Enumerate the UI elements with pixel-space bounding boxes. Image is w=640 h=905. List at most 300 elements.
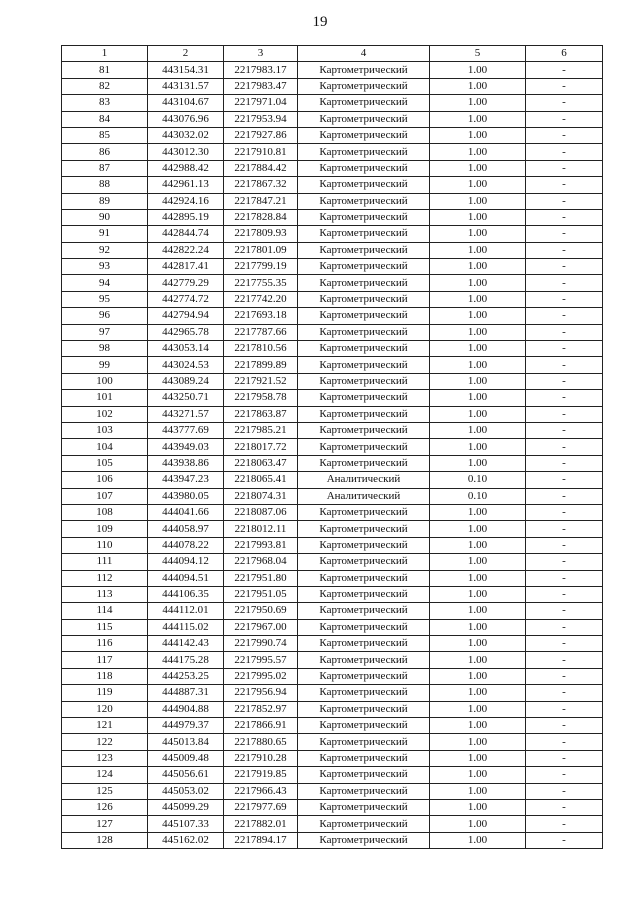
- table-cell: -: [526, 537, 603, 553]
- table-cell: Картометрический: [298, 324, 430, 340]
- table-row: [62, 308, 603, 324]
- table-cell: Картометрический: [298, 144, 430, 160]
- table-cell: 1.00: [430, 554, 526, 570]
- table-cell: 104: [62, 439, 148, 455]
- table-cell: 2217852.97: [224, 701, 298, 717]
- table-cell: 2217951.05: [224, 586, 298, 602]
- table-cell: Картометрический: [298, 636, 430, 652]
- table-cell: 444142.43: [148, 636, 224, 652]
- table-cell: 84: [62, 111, 148, 127]
- table-cell: 1.00: [430, 291, 526, 307]
- column-header: 6: [526, 46, 603, 62]
- table-cell: 1.00: [430, 193, 526, 209]
- table-cell: 444253.25: [148, 668, 224, 684]
- table-row: [62, 160, 603, 176]
- table-cell: -: [526, 636, 603, 652]
- table-cell: 443947.23: [148, 472, 224, 488]
- table-cell: 2217966.43: [224, 783, 298, 799]
- table-cell: -: [526, 832, 603, 848]
- table-cell: 2217880.65: [224, 734, 298, 750]
- table-cell: 114: [62, 603, 148, 619]
- table-cell: -: [526, 799, 603, 815]
- table-cell: -: [526, 373, 603, 389]
- table-cell: 111: [62, 554, 148, 570]
- table-cell: 2217847.21: [224, 193, 298, 209]
- table-cell: 95: [62, 291, 148, 307]
- table-cell: 2218074.31: [224, 488, 298, 504]
- table-cell: Картометрический: [298, 160, 430, 176]
- table-cell: 2217809.93: [224, 226, 298, 242]
- table-body: [62, 62, 603, 849]
- table-cell: Картометрический: [298, 341, 430, 357]
- table-cell: -: [526, 357, 603, 373]
- table-cell: 444058.97: [148, 521, 224, 537]
- column-header: 3: [224, 46, 298, 62]
- table-cell: 1.00: [430, 62, 526, 78]
- table-row: [62, 357, 603, 373]
- table-cell: 1.00: [430, 275, 526, 291]
- table-row: [62, 554, 603, 570]
- table-row: [62, 504, 603, 520]
- table-cell: -: [526, 521, 603, 537]
- table-row: [62, 521, 603, 537]
- table-cell: 108: [62, 504, 148, 520]
- table-cell: Картометрический: [298, 504, 430, 520]
- table-cell: 106: [62, 472, 148, 488]
- table-cell: Картометрический: [298, 390, 430, 406]
- table-cell: -: [526, 62, 603, 78]
- table-cell: 2217894.17: [224, 832, 298, 848]
- table-cell: Картометрический: [298, 554, 430, 570]
- table-cell: 442924.16: [148, 193, 224, 209]
- table-cell: 2217921.52: [224, 373, 298, 389]
- table-cell: 115: [62, 619, 148, 635]
- table-cell: Картометрический: [298, 275, 430, 291]
- table-cell: 110: [62, 537, 148, 553]
- table-cell: 1.00: [430, 226, 526, 242]
- table-cell: 1.00: [430, 750, 526, 766]
- table-cell: 101: [62, 390, 148, 406]
- table-cell: 118: [62, 668, 148, 684]
- table-cell: -: [526, 406, 603, 422]
- table-cell: 2217983.47: [224, 78, 298, 94]
- table-cell: 443053.14: [148, 341, 224, 357]
- table-cell: 1.00: [430, 242, 526, 258]
- table-cell: 444175.28: [148, 652, 224, 668]
- table-cell: 2217993.81: [224, 537, 298, 553]
- table-cell: Картометрический: [298, 619, 430, 635]
- table-cell: Картометрический: [298, 734, 430, 750]
- table-cell: Картометрический: [298, 308, 430, 324]
- table-cell: 1.00: [430, 422, 526, 438]
- table-row: [62, 767, 603, 783]
- table-cell: Картометрический: [298, 193, 430, 209]
- table-row: [62, 472, 603, 488]
- table-cell: 1.00: [430, 668, 526, 684]
- table-cell: 2217742.20: [224, 291, 298, 307]
- table-cell: 443032.02: [148, 127, 224, 143]
- table-cell: 1.00: [430, 718, 526, 734]
- table-row: [62, 275, 603, 291]
- table-cell: 443980.05: [148, 488, 224, 504]
- table-cell: -: [526, 668, 603, 684]
- table-cell: 443104.67: [148, 95, 224, 111]
- table-cell: 1.00: [430, 652, 526, 668]
- table-cell: 93: [62, 259, 148, 275]
- table-cell: 107: [62, 488, 148, 504]
- table-cell: -: [526, 390, 603, 406]
- table-row: [62, 111, 603, 127]
- table-cell: Картометрический: [298, 750, 430, 766]
- table-row: [62, 324, 603, 340]
- table-cell: 2217983.17: [224, 62, 298, 78]
- table-row: [62, 734, 603, 750]
- table-row: [62, 95, 603, 111]
- table-cell: 105: [62, 455, 148, 471]
- table-row: [62, 455, 603, 471]
- table-cell: 127: [62, 816, 148, 832]
- table-cell: Картометрический: [298, 209, 430, 225]
- table-cell: Аналитический: [298, 472, 430, 488]
- table-row: [62, 701, 603, 717]
- table-cell: 2217919.85: [224, 767, 298, 783]
- table-cell: 97: [62, 324, 148, 340]
- table-row: [62, 439, 603, 455]
- table-cell: 122: [62, 734, 148, 750]
- table-cell: 445056.61: [148, 767, 224, 783]
- table-cell: 2217882.01: [224, 816, 298, 832]
- table-cell: 443089.24: [148, 373, 224, 389]
- table-cell: Картометрический: [298, 357, 430, 373]
- table-cell: 444115.02: [148, 619, 224, 635]
- table-cell: 2217995.57: [224, 652, 298, 668]
- table-cell: Аналитический: [298, 488, 430, 504]
- table-cell: 2217995.02: [224, 668, 298, 684]
- table-cell: 1.00: [430, 816, 526, 832]
- table-cell: -: [526, 422, 603, 438]
- table-header-row: [62, 46, 603, 62]
- table-row: [62, 341, 603, 357]
- table-cell: -: [526, 750, 603, 766]
- table-row: [62, 619, 603, 635]
- table-cell: 94: [62, 275, 148, 291]
- table-cell: -: [526, 783, 603, 799]
- table-cell: 442965.78: [148, 324, 224, 340]
- table-cell: 90: [62, 209, 148, 225]
- table-cell: 444112.01: [148, 603, 224, 619]
- table-cell: 444094.51: [148, 570, 224, 586]
- table-cell: 2217884.42: [224, 160, 298, 176]
- table-cell: 2217755.35: [224, 275, 298, 291]
- table-cell: 1.00: [430, 455, 526, 471]
- table-cell: 91: [62, 226, 148, 242]
- table-cell: 2218087.06: [224, 504, 298, 520]
- table-cell: Картометрический: [298, 455, 430, 471]
- table-cell: -: [526, 488, 603, 504]
- table-row: [62, 783, 603, 799]
- table-cell: 119: [62, 685, 148, 701]
- table-cell: 1.00: [430, 160, 526, 176]
- table-cell: 2217968.04: [224, 554, 298, 570]
- table-cell: 444887.31: [148, 685, 224, 701]
- table-cell: 92: [62, 242, 148, 258]
- table-cell: 1.00: [430, 685, 526, 701]
- table-cell: Картометрический: [298, 177, 430, 193]
- table-cell: 2217910.28: [224, 750, 298, 766]
- table-cell: 112: [62, 570, 148, 586]
- table-row: [62, 226, 603, 242]
- table-cell: 1.00: [430, 439, 526, 455]
- table-cell: -: [526, 78, 603, 94]
- table-cell: 442779.29: [148, 275, 224, 291]
- table-cell: 103: [62, 422, 148, 438]
- column-header: 1: [62, 46, 148, 62]
- table-cell: 99: [62, 357, 148, 373]
- table-cell: 2217899.89: [224, 357, 298, 373]
- table-cell: 1.00: [430, 619, 526, 635]
- table-cell: 442988.42: [148, 160, 224, 176]
- table-cell: Картометрический: [298, 832, 430, 848]
- table-cell: 88: [62, 177, 148, 193]
- table-cell: -: [526, 685, 603, 701]
- table-cell: 1.00: [430, 406, 526, 422]
- table-cell: -: [526, 767, 603, 783]
- table-cell: -: [526, 472, 603, 488]
- table-cell: 1.00: [430, 373, 526, 389]
- table-cell: 444904.88: [148, 701, 224, 717]
- table-cell: Картометрический: [298, 291, 430, 307]
- table-cell: Картометрический: [298, 127, 430, 143]
- table-cell: 442961.13: [148, 177, 224, 193]
- table-cell: 86: [62, 144, 148, 160]
- table-cell: 124: [62, 767, 148, 783]
- table-cell: 1.00: [430, 701, 526, 717]
- table-cell: 2217958.78: [224, 390, 298, 406]
- table-cell: 1.00: [430, 636, 526, 652]
- table-cell: -: [526, 177, 603, 193]
- table-cell: 2218063.47: [224, 455, 298, 471]
- table-cell: Картометрический: [298, 718, 430, 734]
- table-cell: 443949.03: [148, 439, 224, 455]
- table-cell: Картометрический: [298, 652, 430, 668]
- table-cell: Картометрический: [298, 537, 430, 553]
- table-cell: 442794.94: [148, 308, 224, 324]
- table-cell: 1.00: [430, 209, 526, 225]
- table-row: [62, 537, 603, 553]
- table-cell: 1.00: [430, 127, 526, 143]
- table-cell: 1.00: [430, 603, 526, 619]
- table-cell: -: [526, 570, 603, 586]
- table-cell: -: [526, 226, 603, 242]
- table-cell: 443076.96: [148, 111, 224, 127]
- table-cell: -: [526, 455, 603, 471]
- table-cell: 1.00: [430, 504, 526, 520]
- table-cell: 1.00: [430, 78, 526, 94]
- table-cell: Картометрический: [298, 799, 430, 815]
- table-cell: -: [526, 259, 603, 275]
- page-number: 19: [312, 14, 328, 30]
- table-row: [62, 799, 603, 815]
- table-row: [62, 193, 603, 209]
- table-cell: 444078.22: [148, 537, 224, 553]
- table-cell: 445053.02: [148, 783, 224, 799]
- table-cell: Картометрический: [298, 259, 430, 275]
- table-cell: 2217956.94: [224, 685, 298, 701]
- table-cell: Картометрический: [298, 373, 430, 389]
- table-cell: 0.10: [430, 488, 526, 504]
- table-cell: Картометрический: [298, 586, 430, 602]
- table-row: [62, 570, 603, 586]
- table-cell: 1.00: [430, 570, 526, 586]
- table-cell: 2217799.19: [224, 259, 298, 275]
- table-cell: 1.00: [430, 734, 526, 750]
- table-cell: 445107.33: [148, 816, 224, 832]
- table-cell: 445009.48: [148, 750, 224, 766]
- table-cell: Картометрический: [298, 62, 430, 78]
- table-cell: 2217693.18: [224, 308, 298, 324]
- table-cell: 442774.72: [148, 291, 224, 307]
- table-row: [62, 127, 603, 143]
- table-row: [62, 816, 603, 832]
- table-cell: 2217787.66: [224, 324, 298, 340]
- table-cell: 0.10: [430, 472, 526, 488]
- table-cell: -: [526, 554, 603, 570]
- table-row: [62, 144, 603, 160]
- column-header: 2: [148, 46, 224, 62]
- table-cell: 2217810.56: [224, 341, 298, 357]
- table-cell: Картометрический: [298, 422, 430, 438]
- table-cell: -: [526, 144, 603, 160]
- table-row: [62, 422, 603, 438]
- table-cell: 1.00: [430, 783, 526, 799]
- table-cell: 2217990.74: [224, 636, 298, 652]
- table-cell: 2217867.32: [224, 177, 298, 193]
- table-cell: -: [526, 324, 603, 340]
- table-cell: 113: [62, 586, 148, 602]
- table-row: [62, 750, 603, 766]
- table-cell: 443271.57: [148, 406, 224, 422]
- table-cell: 2217951.80: [224, 570, 298, 586]
- table-cell: 2217953.94: [224, 111, 298, 127]
- table-cell: 442822.24: [148, 242, 224, 258]
- table-cell: 83: [62, 95, 148, 111]
- table-cell: 1.00: [430, 390, 526, 406]
- table-row: [62, 832, 603, 848]
- table-cell: 445162.02: [148, 832, 224, 848]
- table-cell: 1.00: [430, 111, 526, 127]
- table-cell: 2217927.86: [224, 127, 298, 143]
- table-cell: 120: [62, 701, 148, 717]
- table-cell: 444094.12: [148, 554, 224, 570]
- table-cell: 2217950.69: [224, 603, 298, 619]
- table-row: [62, 242, 603, 258]
- table-cell: 444041.66: [148, 504, 224, 520]
- table-cell: Картометрический: [298, 570, 430, 586]
- table-row: [62, 586, 603, 602]
- table-cell: -: [526, 439, 603, 455]
- table-cell: 444106.35: [148, 586, 224, 602]
- table-cell: 1.00: [430, 324, 526, 340]
- table-cell: 2218017.72: [224, 439, 298, 455]
- table-cell: 2217828.84: [224, 209, 298, 225]
- table-cell: 1.00: [430, 95, 526, 111]
- table-row: [62, 652, 603, 668]
- table-cell: 443131.57: [148, 78, 224, 94]
- table-cell: 109: [62, 521, 148, 537]
- table-cell: -: [526, 242, 603, 258]
- table-cell: Картометрический: [298, 521, 430, 537]
- table-cell: 2218012.11: [224, 521, 298, 537]
- table-cell: 2217866.91: [224, 718, 298, 734]
- table-cell: 125: [62, 783, 148, 799]
- table-cell: Картометрический: [298, 783, 430, 799]
- table-cell: 116: [62, 636, 148, 652]
- table-row: [62, 390, 603, 406]
- table-cell: Картометрический: [298, 603, 430, 619]
- table-cell: 117: [62, 652, 148, 668]
- table-row: [62, 62, 603, 78]
- table-cell: -: [526, 504, 603, 520]
- table-cell: 445013.84: [148, 734, 224, 750]
- table-cell: 443938.86: [148, 455, 224, 471]
- table-cell: 1.00: [430, 832, 526, 848]
- table-cell: 2217985.21: [224, 422, 298, 438]
- table-cell: 1.00: [430, 308, 526, 324]
- table-row: [62, 78, 603, 94]
- table-cell: 2217971.04: [224, 95, 298, 111]
- table-cell: 89: [62, 193, 148, 209]
- table-cell: 85: [62, 127, 148, 143]
- table-cell: Картометрический: [298, 701, 430, 717]
- table-cell: 443777.69: [148, 422, 224, 438]
- coordinates-table: [61, 45, 603, 849]
- table-cell: 102: [62, 406, 148, 422]
- table-cell: 82: [62, 78, 148, 94]
- table-row: [62, 603, 603, 619]
- table-cell: -: [526, 816, 603, 832]
- table-cell: Картометрический: [298, 226, 430, 242]
- table-row: [62, 291, 603, 307]
- table-cell: 123: [62, 750, 148, 766]
- table-cell: 442844.74: [148, 226, 224, 242]
- table-cell: 2218065.41: [224, 472, 298, 488]
- table-cell: -: [526, 209, 603, 225]
- table-cell: 444979.37: [148, 718, 224, 734]
- table-cell: 1.00: [430, 799, 526, 815]
- table-cell: 126: [62, 799, 148, 815]
- table-cell: Картометрический: [298, 95, 430, 111]
- table-cell: -: [526, 275, 603, 291]
- table-cell: 1.00: [430, 521, 526, 537]
- table-cell: 128: [62, 832, 148, 848]
- table-cell: Картометрический: [298, 685, 430, 701]
- table-cell: 1.00: [430, 259, 526, 275]
- table-row: [62, 718, 603, 734]
- table-cell: -: [526, 586, 603, 602]
- table-cell: -: [526, 619, 603, 635]
- table-cell: -: [526, 701, 603, 717]
- table-cell: 81: [62, 62, 148, 78]
- table-cell: -: [526, 193, 603, 209]
- table-cell: 2217977.69: [224, 799, 298, 815]
- table-cell: 1.00: [430, 341, 526, 357]
- table-row: [62, 209, 603, 225]
- table-cell: 1.00: [430, 357, 526, 373]
- table-cell: 2217801.09: [224, 242, 298, 258]
- table-cell: -: [526, 160, 603, 176]
- table-cell: Картометрический: [298, 767, 430, 783]
- table-row: [62, 488, 603, 504]
